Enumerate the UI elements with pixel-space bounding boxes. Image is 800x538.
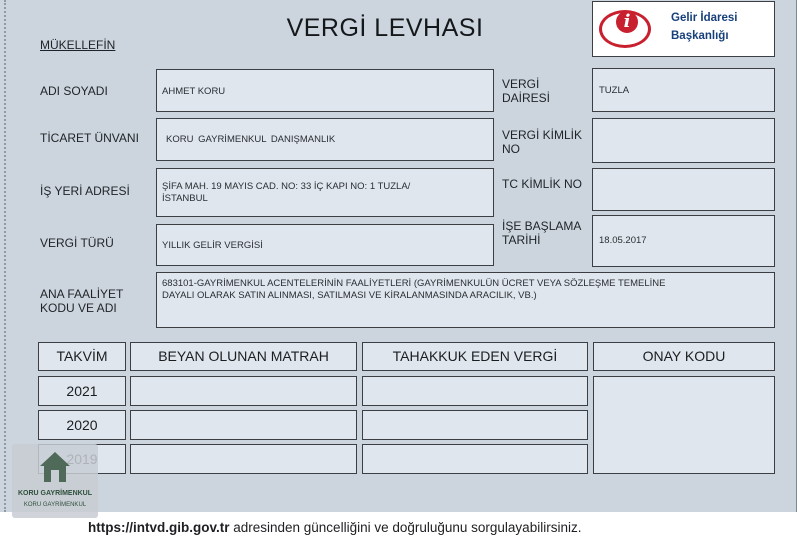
onay-kodu-cell [593,376,775,474]
footer-note [88,520,581,535]
table-row [362,444,588,474]
value-is-yeri-adresi-2: İSTANBUL [162,193,208,204]
label-vergi-turu: VERGİ TÜRÜ [40,236,114,250]
field-is-yeri-adresi [156,168,494,217]
label-vergi-kimlik-no-2: NO [502,142,520,156]
table-row [362,410,588,440]
value-is-yeri-adresi-1: ŞİFA MAH. 19 MAYIS CAD. NO: 33 İÇ KAPI NO: 1 TUZLA/ [162,181,411,192]
perforation-edge [4,0,8,512]
header-takvim: TAKVİM [38,342,126,371]
logo-line2: Başkanlığı [671,30,729,42]
label-ana-faaliyet-2: KODU VE ADI [40,301,117,315]
field-vergi-kimlik-no [592,118,775,163]
value-vergi-turu: YILLIK GELİR VERGİSİ [162,240,263,251]
value-adi-soyadi: AHMET KORU [162,86,226,97]
value-ana-faaliyet-1: 683101-GAYRİMENKUL ACENTELERİNİN FAALİYETLERİ (GAYRİMENKULÜN ÜCRET VEYA SÖZLEŞME TEMELİNE [162,278,666,289]
section-label: MÜKELLEFİN [40,38,116,52]
table-row [362,376,588,406]
table-row [130,410,357,440]
label-vergi-dairesi-2: DAİRESİ [502,91,551,105]
value-ana-faaliyet-2: DAYALI OLARAK SATIN ALINMASI, SATILMASI VE KİRALANMASINDA ARACILIK, VB.) [162,290,537,301]
label-ise-baslama-1: İŞE BAŞLAMA [502,219,582,233]
field-tc-kimlik-no [592,168,775,211]
label-ticaret-unvani: TİCARET ÜNVANI [40,131,139,145]
logo-line1: Gelir İdaresi [671,12,738,24]
field-ise-baslama [592,215,775,267]
label-ana-faaliyet-1: ANA FAALİYET [40,287,124,301]
label-ise-baslama-2: TARİHİ [502,233,541,247]
label-tc-kimlik-no: TC KİMLİK NO [502,177,583,191]
field-ticaret-unvani [156,118,494,161]
label-adi-soyadi: ADI SOYADI [40,84,108,98]
document-title: VERGİ LEVHASI [286,14,484,42]
company-stamp [12,444,98,518]
year-2021: 2021 [38,376,126,406]
stamp-line1: KORU GAYRİMENKUL [17,490,93,497]
year-2020: 2020 [38,410,126,440]
table-row [130,376,357,406]
footer-url[interactable]: https://intvd.gib.gov.tr [88,520,230,535]
info-i-icon: i [616,11,638,33]
field-vergi-dairesi [592,68,775,112]
field-vergi-turu [156,224,494,266]
value-vergi-dairesi: TUZLA [599,85,630,96]
header-beyan-olunan-matrah: BEYAN OLUNAN MATRAH [130,342,357,371]
stamp-line2: KORU GAYRİMENKUL [23,502,87,508]
label-vergi-dairesi-1: VERGİ [502,77,540,91]
header-tahakkuk-eden-vergi: TAHAKKUK EDEN VERGİ [362,342,588,371]
label-is-yeri-adresi: İŞ YERİ ADRESİ [40,184,130,198]
table-row [130,444,357,474]
field-adi-soyadi [156,69,494,112]
footer-text: adresinden güncelliğini ve doğruluğunu sorgulayabilirsiniz. [229,520,582,535]
label-vergi-kimlik-no-1: VERGİ KİMLİK [502,128,583,142]
field-ana-faaliyet [156,272,775,328]
value-ticaret-unvani: KORU GAYRİMENKUL DANIŞMANLIK [166,134,336,145]
house-icon [38,450,72,484]
header-onay-kodu: ONAY KODU [593,342,775,371]
value-ise-baslama: 18.05.2017 [599,235,647,246]
gib-logo [592,1,775,57]
